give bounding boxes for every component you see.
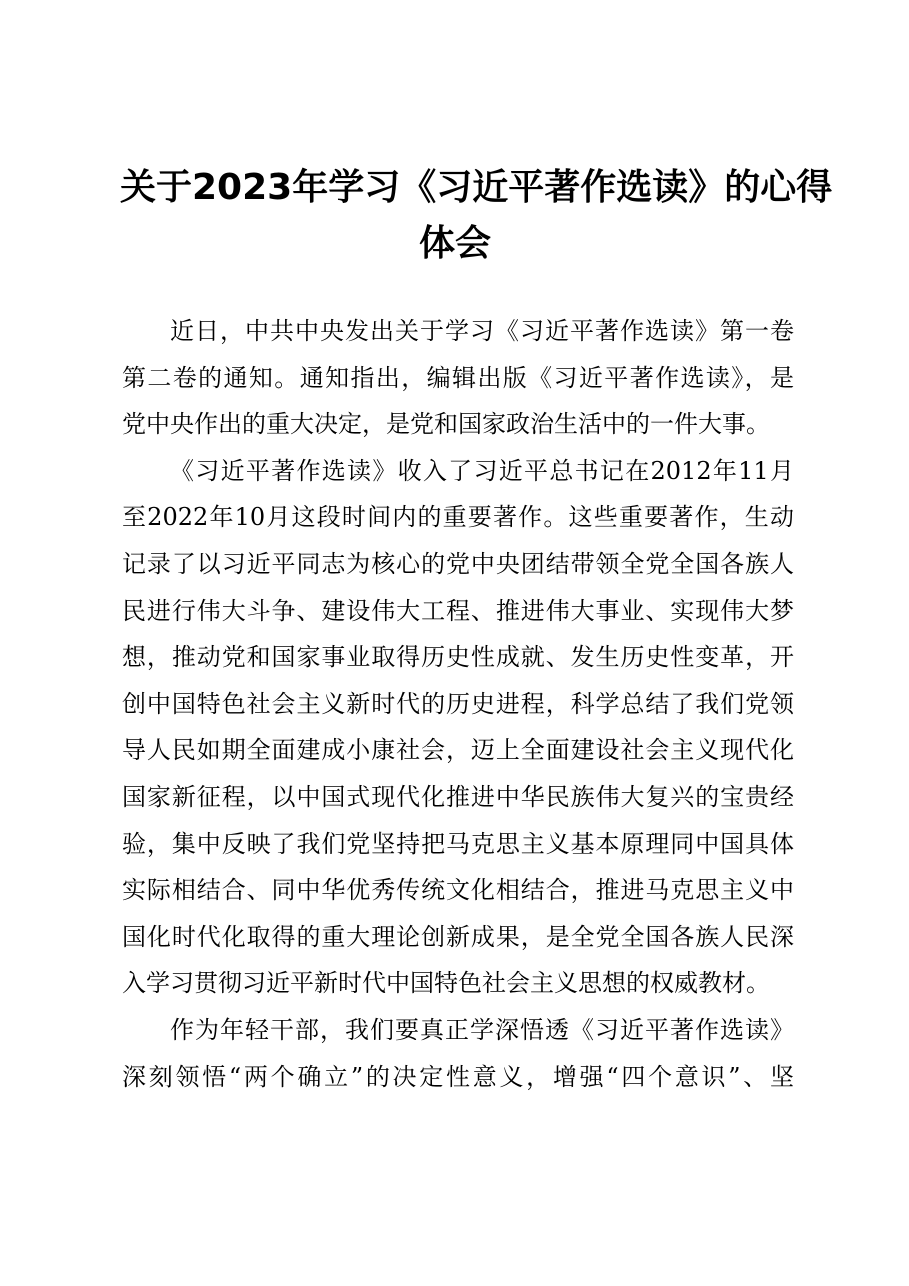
paragraph-line: 作为年轻干部，我们要真正学深悟透《习近平著作选读》 <box>170 1015 794 1044</box>
paragraph-line: 创中国特色社会主义新时代的历史进程，科学总结了我们党领 <box>122 689 794 718</box>
paragraph-line: 记录了以习近平同志为核心的党中央团结带领全党全国各族人 <box>122 549 794 578</box>
paragraph-line: 党中央作出的重大决定，是党和国家政治生活中的一件大事。 <box>122 410 770 439</box>
title-line-1: 关于2023年学习《习近平著作选读》的心得 <box>120 167 833 208</box>
paragraph-line: 第二卷的通知。通知指出，编辑出版《习近平著作选读》，是 <box>122 363 794 392</box>
paragraph-3 <box>122 1007 794 1100</box>
document-body <box>122 308 794 1100</box>
paragraph-line: 深刻领悟“两个确立”的决定性意义，增强“四个意识”、坚 <box>122 1062 794 1091</box>
paragraph-line: 实际相结合、同中华优秀传统文化相结合，推进马克思主义中 <box>122 876 794 905</box>
paragraph-line: 导人民如期全面建成小康社会，迈上全面建设社会主义现代化 <box>122 736 794 765</box>
paragraph-line: 国化时代化取得的重大理论创新成果，是全党全国各族人民深 <box>122 922 794 951</box>
paragraph-line: 至2022年10月这段时间内的重要著作。这些重要著作，生动 <box>122 503 794 532</box>
paragraph-line: 入学习贯彻习近平新时代中国特色社会主义思想的权威教材。 <box>122 969 770 998</box>
paragraph-line: 民进行伟大斗争、建设伟大工程、推进伟大事业、实现伟大梦 <box>122 596 794 625</box>
paragraph-line: 国家新征程，以中国式现代化推进中华民族伟大复兴的宝贵经 <box>122 782 794 811</box>
paragraph-line: 验，集中反映了我们党坚持把马克思主义基本原理同中国具体 <box>122 829 794 858</box>
paragraph-line: 《习近平著作选读》收入了习近平总书记在2012年11月 <box>170 456 794 485</box>
document-title <box>120 160 833 272</box>
paragraph-line: 近日，中共中央发出关于学习《习近平著作选读》第一卷 <box>170 317 794 345</box>
paragraph-line: 想，推动党和国家事业取得历史性成就、发生历史性变革，开 <box>122 643 794 672</box>
title-line-2: 体会 <box>418 223 491 264</box>
paragraph-2 <box>122 448 794 1007</box>
paragraph-1 <box>122 308 794 448</box>
